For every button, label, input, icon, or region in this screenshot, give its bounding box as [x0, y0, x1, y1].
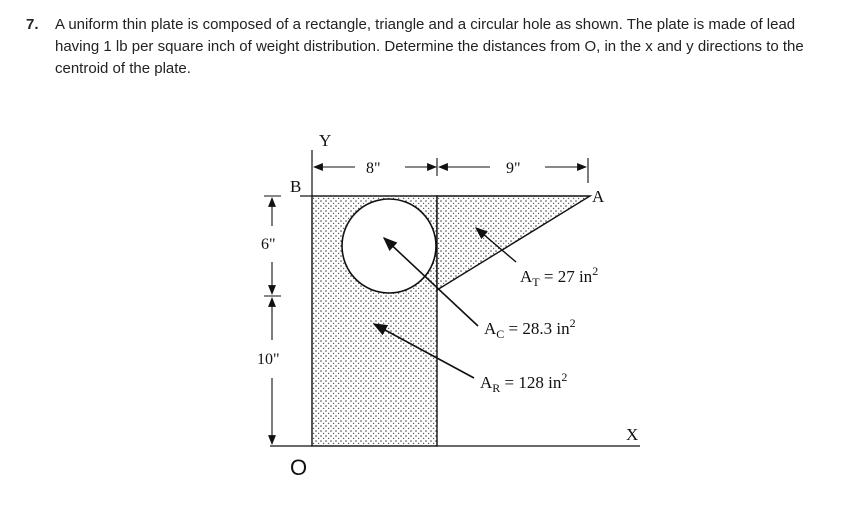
- circle-area-label: $A_C = 28.3$ $in^2$: [484, 316, 576, 341]
- origin-label: O: [290, 455, 308, 480]
- point-a-label: A: [592, 187, 605, 206]
- dim-6-label: 6": [261, 236, 276, 253]
- problem-number: 7.: [26, 16, 39, 33]
- y-axis-label: Y: [319, 131, 332, 150]
- x-axis-label: X: [626, 425, 639, 444]
- dim-10-label: 10": [257, 351, 280, 368]
- point-b-label: B: [290, 177, 302, 196]
- circular-hole: [342, 199, 436, 293]
- problem-text: A uniform thin plate is composed of a rectangle, triangle and a circular hole as shown. The plate is made of lead having 1 lb per square inch of weight distribution. Determine the distances from O, in the x and y directions to the centroid of the plate.: [55, 16, 804, 77]
- rectangle-area-label: $A_R = 128$ $in^2$: [480, 370, 568, 395]
- triangle-area-label: $A_T = 27$ $in^2$: [520, 264, 599, 289]
- dim-8-label: 8": [366, 160, 381, 177]
- dim-9-label: 9": [506, 160, 521, 177]
